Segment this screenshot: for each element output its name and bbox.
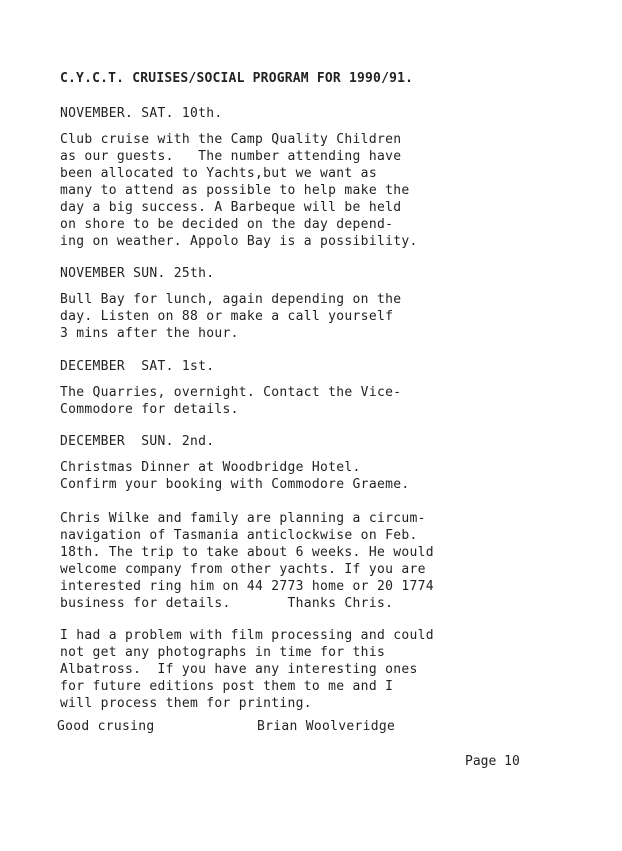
body-line: Bull Bay for lunch, again depending on the [60,292,402,307]
body-line: will process them for printing. [60,696,312,711]
body-line: ing on weather. Appolo Bay is a possibility. [60,234,418,249]
body-line: for future editions post them to me and I [60,679,394,694]
page-number: Page 10 [465,754,520,769]
signoff-name: Brian Woolveridge [257,719,396,734]
body-line: day. Listen on 88 or make a call yourself [60,309,394,324]
body-line: many to attend as possible to help make the [60,183,410,198]
signoff-greeting: Good crusing [57,719,155,734]
body-line: been allocated to Yachts,but we want as [60,166,377,181]
body-line: day a big success. A Barbeque will be held [60,200,402,215]
body-line: on shore to be decided on the day depend- [60,217,394,232]
body-line: Christmas Dinner at Woodbridge Hotel. [60,460,361,475]
body-line: interested ring him on 44 2773 home or 20 1774 [60,579,434,594]
section-heading: NOVEMBER SUN. 25th. [60,266,215,281]
body-line: Club cruise with the Camp Quality Children [60,132,402,147]
body-line: business for details. Thanks Chris. [60,596,394,611]
section-heading: NOVEMBER. SAT. 10th. [60,106,223,121]
section-heading: DECEMBER SUN. 2nd. [60,434,215,449]
body-line: Commodore for details. [60,402,239,417]
body-line: Albatross. If you have any interesting ones [60,662,418,677]
page-title: C.Y.C.T. CRUISES/SOCIAL PROGRAM FOR 1990/91. [60,71,414,86]
body-line: navigation of Tasmania anticlockwise on Feb. [60,528,418,543]
body-line: Confirm your booking with Commodore Graeme. [60,477,410,492]
body-line: Chris Wilke and family are planning a circum- [60,511,426,526]
body-line: as our guests. The number attending have [60,149,402,164]
body-line: 3 mins after the hour. [60,326,239,341]
body-line: 18th. The trip to take about 6 weeks. He would [60,545,434,560]
body-line: welcome company from other yachts. If you are [60,562,426,577]
section-heading: DECEMBER SAT. 1st. [60,359,215,374]
body-line: I had a problem with film processing and could [60,628,434,643]
body-line: The Quarries, overnight. Contact the Vice- [60,385,402,400]
body-line: not get any photographs in time for this [60,645,386,660]
